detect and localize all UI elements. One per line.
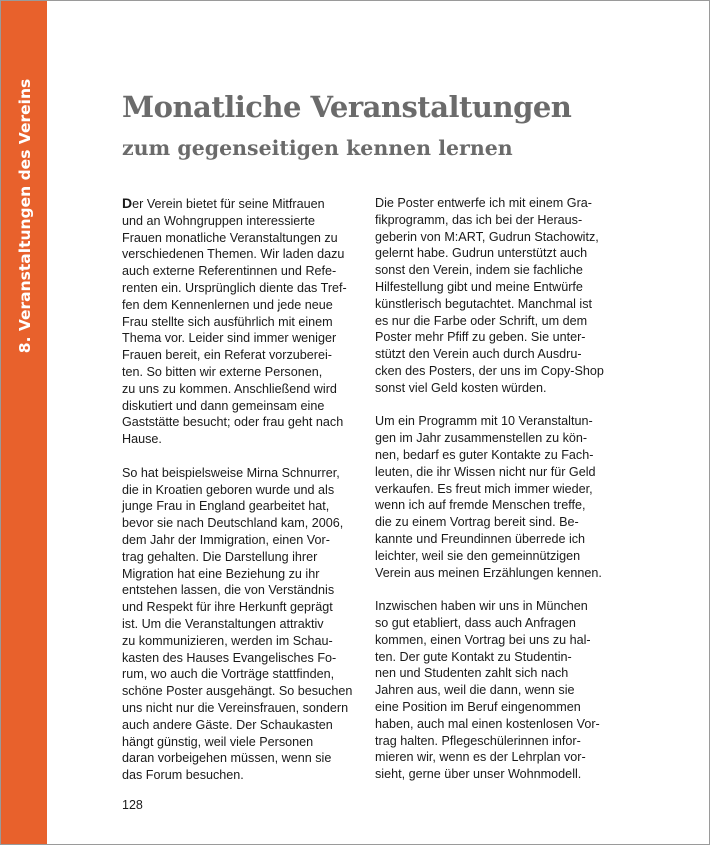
text-line: die zu einem Vortrag bereit sind. Be- (375, 515, 579, 530)
text-line: fikprogramm, das ich bei der Heraus- (375, 212, 583, 227)
text-line: diskutiert und dann gemeinsam eine (122, 398, 325, 413)
text-line: zu kommunizieren, werden im Schau- (122, 633, 333, 648)
text-line (122, 195, 360, 213)
text-line: Die Poster entwerfe ich mit einem Gra- (375, 196, 592, 210)
text-line: auch andere Gäste. Der Schaukasten (122, 717, 333, 732)
text-line-content: er Verein bietet für seine Mitfrauen (132, 197, 325, 211)
text-line: geberin von M:ART, Gudrun Stachowitz, (375, 229, 599, 244)
text-line: Poster mehr Pfiff zu geben. Sie unter- (375, 330, 586, 345)
text-line: uns nicht nur die Vereinsfrauen, sondern (122, 700, 349, 715)
text-line: Frau stellte sich ausführlich mit einem (122, 314, 333, 329)
text-line: kasten des Hauses Evangelisches Fo- (122, 650, 337, 665)
text-line: gen im Jahr zusammenstellen zu kön- (375, 431, 588, 446)
text-line: kannte und Freundinnen überrede ich (375, 531, 586, 546)
text-line: das Forum besuchen. (122, 768, 244, 783)
text-line: haben, auch mal einen kostenlosen Vor- (375, 716, 600, 731)
text-line: zu uns zu kommen. Anschließend wird (122, 381, 337, 396)
text-line: und Respekt für ihre Herkunft geprägt (122, 600, 333, 615)
text-line: mieren wir, wenn es der Lehrplan vor- (375, 750, 586, 765)
text-line: nen, bedarf es guter Kontakte zu Fach- (375, 447, 594, 462)
text-line: Jahren aus, weil die dann, wenn sie (375, 683, 575, 698)
text-line: gelernt habe. Gudrun unterstützt auch (375, 246, 588, 261)
text-column-right (375, 195, 615, 783)
text-line: eine Position im Beruf eingenommen (375, 699, 581, 714)
text-line: ten. Der gute Kontakt zu Studentin- (375, 649, 572, 664)
paragraph-gap (122, 448, 360, 465)
text-line: künstlerisch begutachtet. Manchmal ist (375, 296, 592, 311)
text-line: Hause. (122, 432, 162, 447)
text-line: trag halten. Pflegeschülerinnen infor- (375, 733, 581, 748)
text-line: auch externe Referentinnen und Refe- (122, 264, 337, 279)
text-line: die in Kroatien geboren wurde und als (122, 482, 335, 497)
text-line: junge Frau in England gearbeitet hat, (122, 499, 330, 514)
text-line: Thema vor. Leider sind immer weniger (122, 331, 337, 346)
text-line: Verein aus meinen Erzählungen kennen. (375, 565, 602, 580)
text-column-left (122, 195, 360, 784)
text-line: ten. So bitten wir externe Personen, (122, 364, 323, 379)
text-line: renten ein. Ursprünglich diente das Tref- (122, 280, 347, 295)
text-line: verkaufen. Es freut mich immer wieder, (375, 481, 593, 496)
text-line: stützt den Verein auch durch Ausdru- (375, 347, 582, 362)
text-line: so gut etabliert, dass auch Anfragen (375, 615, 576, 630)
page-subtitle: zum gegenseitigen kennen lernen (122, 136, 513, 160)
text-line: Frauen monatliche Veranstaltungen zu (122, 230, 338, 245)
text-line: leichter, weil sie den gemeinnützigen (375, 548, 581, 563)
chapter-label: 8. Veranstaltungen des Vereins (16, 78, 34, 354)
text-line: leuten, die ihr Wissen nicht nur für Geld (375, 464, 596, 479)
text-line: Um ein Programm mit 10 Veranstaltun- (375, 414, 593, 429)
text-line: trag gehalten. Die Darstellung ihrer (122, 549, 318, 564)
page-number: 128 (122, 798, 143, 812)
chapter-side-bar (1, 1, 47, 844)
text-line: Migration hat eine Beziehung zu ihr (122, 566, 320, 581)
text-line: sonst viel Geld kosten würden. (375, 380, 547, 395)
text-line: verschiedenen Themen. Wir laden dazu (122, 247, 345, 262)
text-line: schöne Poster ausgehängt. So besuchen (122, 684, 353, 699)
text-line: bevor sie nach Deutschland kam, 2006, (122, 516, 344, 531)
dropcap: D (122, 195, 133, 211)
text-line: daran vorbeigehen müssen, wenn sie (122, 751, 332, 766)
text-line: ist. Um die Veranstaltungen attraktiv (122, 616, 324, 631)
text-line: es nur die Farbe oder Schrift, um dem (375, 313, 588, 328)
text-line: Hilfestellung gibt und meine Entwürfe (375, 279, 583, 294)
paragraph-gap (375, 397, 615, 414)
text-line: Inzwischen haben wir uns in München (375, 599, 588, 614)
paragraph-gap (375, 581, 615, 598)
text-line: sieht, gerne über unser Wohnmodell. (375, 767, 582, 782)
text-line: kommen, einen Vortrag bei uns zu hal- (375, 632, 591, 647)
page-title: Monatliche Veranstaltungen (122, 90, 572, 124)
text-line: sonst den Verein, indem sie fachliche (375, 263, 583, 278)
text-line: cken des Posters, der uns im Copy-Shop (375, 363, 604, 378)
text-line: fen dem Kennenlernen und jede neue (122, 297, 333, 312)
text-line: Frauen bereit, ein Referat vorzuberei- (122, 348, 332, 363)
text-line: wenn ich auf fremde Menschen treffe, (375, 498, 586, 513)
text-line: rum, wo auch die Vorträge stattfinden, (122, 667, 335, 682)
text-line: So hat beispielsweise Mirna Schnurrer, (122, 465, 340, 480)
text-line: entstehen lassen, die von Verständnis (122, 583, 335, 598)
text-line: dem Jahr der Immigration, einen Vor- (122, 532, 330, 547)
text-line: Gaststätte besucht; oder frau geht nach (122, 415, 344, 430)
text-line: hängt günstig, weil viele Personen (122, 734, 314, 749)
text-line: und an Wohngruppen interessierte (122, 213, 316, 228)
text-line: nen und Studenten zahlt sich nach (375, 666, 569, 681)
